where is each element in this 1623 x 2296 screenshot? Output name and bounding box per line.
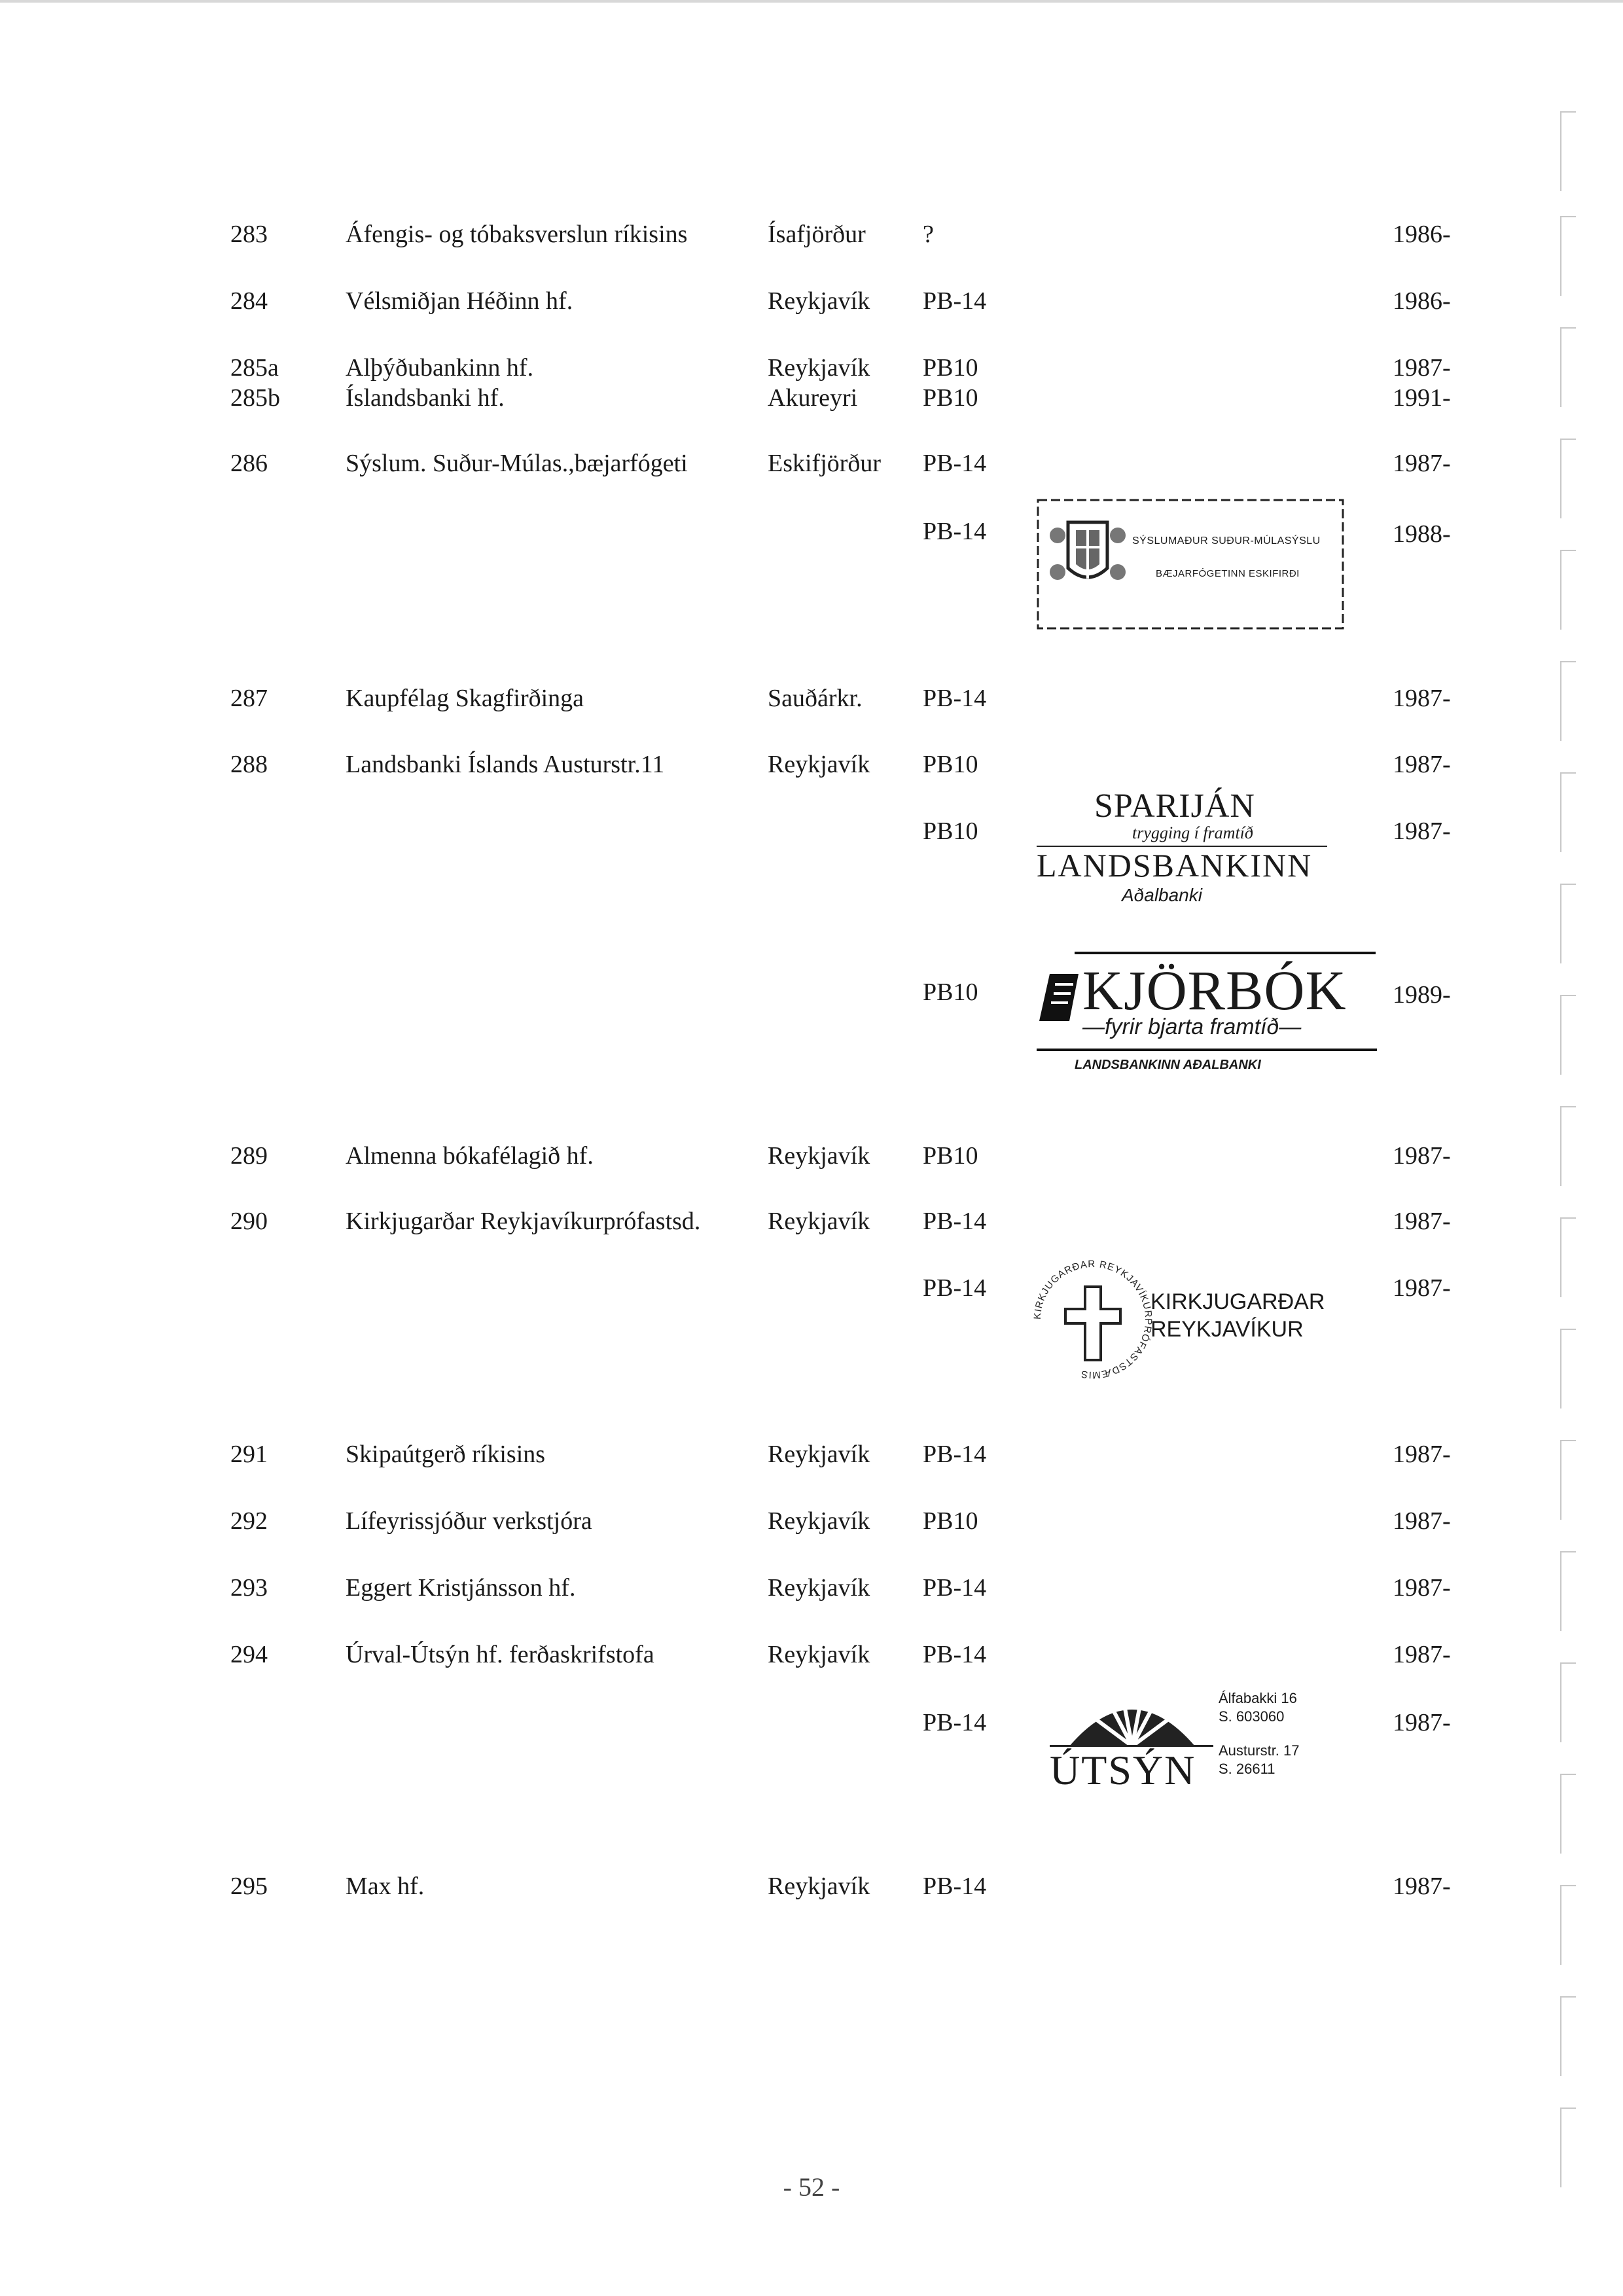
entry-year: 1987-: [1393, 1641, 1451, 1668]
page-number: - 52 -: [783, 2172, 840, 2202]
entry-number: 285b: [230, 384, 280, 412]
entry-city: Reykjavík: [768, 354, 870, 382]
utsyn-wordmark: ÚTSÝN: [1050, 1747, 1196, 1793]
entry-number: 294: [230, 1641, 268, 1668]
utsyn-phone-2: S. 26611: [1219, 1761, 1275, 1777]
entry-city: Reykjavík: [768, 1208, 870, 1235]
entry-number: 286: [230, 450, 268, 477]
entry-year: 1987-: [1393, 751, 1451, 778]
sparilan-branch: Aðalbanki: [1122, 885, 1202, 905]
entry-name: Kirkjugarðar Reykjavíkurprófastsd.: [346, 1208, 701, 1235]
entry-code: PB-14: [923, 685, 987, 712]
entry-code: PB10: [923, 384, 978, 412]
entry-year: 1989-: [1393, 981, 1451, 1009]
entry-name: Sýslum. Suður-Múlas.,bæjarfógeti: [346, 450, 688, 477]
entry-code: PB10: [923, 978, 978, 1006]
entry-city: Reykjavík: [768, 1873, 870, 1900]
entry-code: PB-14: [923, 1441, 987, 1468]
stamp-line-2: BÆJARFÓGETINN ESKIFIRÐI: [1156, 568, 1300, 579]
entry-code: PB10: [923, 817, 978, 845]
entry-year: 1987-: [1393, 450, 1451, 477]
entry-code: PB10: [923, 354, 978, 382]
entry-name: Max hf.: [346, 1873, 425, 1900]
index-tab-mark: [1560, 1440, 1576, 1520]
entry-city: Reykjavík: [768, 1641, 870, 1668]
cross-icon: [1065, 1287, 1120, 1360]
entry-number: 290: [230, 1208, 268, 1235]
entry-year: 1987-: [1393, 1208, 1451, 1235]
kjorbok-title: KJÖRBÓK: [1082, 959, 1347, 1022]
entry-code: PB-14: [923, 1641, 987, 1668]
index-tab-mark: [1560, 2108, 1576, 2187]
index-tab-mark: [1560, 550, 1576, 630]
entry-name: Almenna bókafélagið hf.: [346, 1142, 594, 1170]
entry-city: Reykjavík: [768, 1507, 870, 1535]
seal-ring-text: KIRKJUGARÐAR REYKJAVÍKURPRÓFASTSDÆMIS: [1031, 1258, 1154, 1381]
entry-year: 1988-: [1393, 520, 1451, 548]
entry-code: PB-14: [923, 287, 987, 315]
index-tab-mark: [1560, 1106, 1576, 1186]
entry-year: 1987-: [1393, 1507, 1451, 1535]
entry-name: Íslandsbanki hf.: [346, 384, 505, 412]
index-tab-mark: [1560, 1885, 1576, 1965]
entry-number: 284: [230, 287, 268, 315]
entry-number: 287: [230, 685, 268, 712]
entry-code: PB-14: [923, 1208, 987, 1235]
entry-code: PB10: [923, 1507, 978, 1535]
index-tab-mark: [1560, 1662, 1576, 1742]
entry-name: Eggert Kristjánsson hf.: [346, 1574, 576, 1602]
entry-year: 1987-: [1393, 1873, 1451, 1900]
entry-year: 1987-: [1393, 1142, 1451, 1170]
entry-year: 1987-: [1393, 1574, 1451, 1602]
index-tab-mark: [1560, 661, 1576, 741]
kjorbok-slogan: —fyrir bjarta framtíð—: [1082, 1014, 1302, 1039]
entry-year: 1987-: [1393, 354, 1451, 382]
stamp-divider: [1037, 1049, 1377, 1051]
entry-year: 1987-: [1393, 1709, 1451, 1736]
entry-year: 1987-: [1393, 1274, 1451, 1302]
entry-code: ?: [923, 221, 934, 248]
entry-year: 1986-: [1393, 221, 1451, 248]
kirkjugardar-stamp: [1027, 1254, 1342, 1385]
kjorbok-stamp: [1033, 946, 1386, 1084]
entry-code: PB-14: [923, 518, 987, 545]
entry-name: Landsbanki Íslands Austurstr.11: [346, 751, 665, 778]
entry-name: Vélsmiðjan Héðinn hf.: [346, 287, 573, 315]
sparilan-title: SPARIJÁN: [1094, 787, 1255, 825]
landsbankinn-wordmark: LANDSBANKINN: [1037, 847, 1313, 884]
entry-city: Reykjavík: [768, 1574, 870, 1602]
entry-year: 1987-: [1393, 685, 1451, 712]
entry-name: Alþýðubankinn hf.: [346, 354, 534, 382]
index-tab-mark: [1560, 216, 1576, 296]
entry-city: Akureyri: [768, 384, 858, 412]
kjorbok-book-icon: [1037, 971, 1082, 1024]
entry-name: Skipaútgerð ríkisins: [346, 1441, 546, 1468]
entry-number: 291: [230, 1441, 268, 1468]
entry-city: Sauðárkr.: [768, 685, 863, 712]
index-tab-mark: [1560, 1217, 1576, 1297]
stamp-line-1: SÝSLUMAÐUR SUÐUR-MÚLASÝSLU: [1132, 535, 1321, 547]
entry-name: Kaupfélag Skagfirðinga: [346, 685, 584, 712]
entry-code: PB10: [923, 1142, 978, 1170]
entry-name: Úrval-Útsýn hf. ferðaskrifstofa: [346, 1641, 654, 1668]
scan-edge: [0, 0, 1623, 3]
entry-name: Lífeyrissjóður verkstjóra: [346, 1507, 592, 1535]
kirkjugardar-seal: [1027, 1254, 1158, 1385]
sunrise-icon: [1067, 1686, 1198, 1749]
entry-name: Áfengis- og tóbaksverslun ríkisins: [346, 221, 688, 248]
entry-code: PB-14: [923, 450, 987, 477]
utsyn-address-2: Austurstr. 17: [1219, 1742, 1300, 1759]
entry-code: PB-14: [923, 1873, 987, 1900]
entry-year: 1987-: [1393, 1441, 1451, 1468]
entry-year: 1991-: [1393, 384, 1451, 412]
coat-of-arms-icon: [1050, 522, 1126, 580]
entry-number: 293: [230, 1574, 268, 1602]
kjorbok-footer: LANDSBANKINN AÐALBANKI: [1075, 1058, 1261, 1072]
sparilan-stamp: [1034, 783, 1348, 914]
entry-code: PB-14: [923, 1274, 987, 1302]
entry-number: 292: [230, 1507, 268, 1535]
stamp-frame: [1034, 496, 1348, 631]
entry-year: 1987-: [1393, 817, 1451, 845]
entry-city: Reykjavík: [768, 1142, 870, 1170]
utsyn-address-1: Álfabakki 16: [1219, 1690, 1297, 1706]
stamp-divider: [1075, 952, 1376, 954]
kirkjugardar-line-1: KIRKJUGARÐAR: [1150, 1289, 1325, 1314]
index-tab-mark: [1560, 772, 1576, 852]
entry-city: Reykjavík: [768, 1441, 870, 1468]
index-tab-mark: [1560, 1996, 1576, 2076]
entry-number: 295: [230, 1873, 268, 1900]
entry-number: 285a: [230, 354, 279, 382]
utsyn-stamp: [1047, 1682, 1348, 1806]
entry-code: PB-14: [923, 1574, 987, 1602]
entry-city: Reykjavík: [768, 287, 870, 315]
index-tab-mark: [1560, 1329, 1576, 1408]
index-tab-mark: [1560, 884, 1576, 963]
entry-number: 283: [230, 221, 268, 248]
entry-number: 289: [230, 1142, 268, 1170]
index-tab-mark: [1560, 995, 1576, 1075]
entry-city: Eskifjörður: [768, 450, 882, 477]
entry-city: Ísafjörður: [768, 221, 866, 248]
entry-code: PB-14: [923, 1709, 987, 1736]
sparilan-subtitle: trygging í framtíð: [1132, 823, 1253, 842]
index-tab-mark: [1560, 111, 1576, 191]
index-tab-mark: [1560, 1551, 1576, 1631]
kirkjugardar-line-2: REYKJAVÍKUR: [1150, 1317, 1304, 1342]
index-tab-mark: [1560, 439, 1576, 518]
entry-code: PB10: [923, 751, 978, 778]
syslumadur-stamp: [1034, 496, 1348, 631]
utsyn-phone-1: S. 603060: [1219, 1708, 1285, 1725]
index-tab-mark: [1560, 327, 1576, 407]
entry-city: Reykjavík: [768, 751, 870, 778]
entry-number: 288: [230, 751, 268, 778]
index-tab-mark: [1560, 1774, 1576, 1854]
entry-year: 1986-: [1393, 287, 1451, 315]
